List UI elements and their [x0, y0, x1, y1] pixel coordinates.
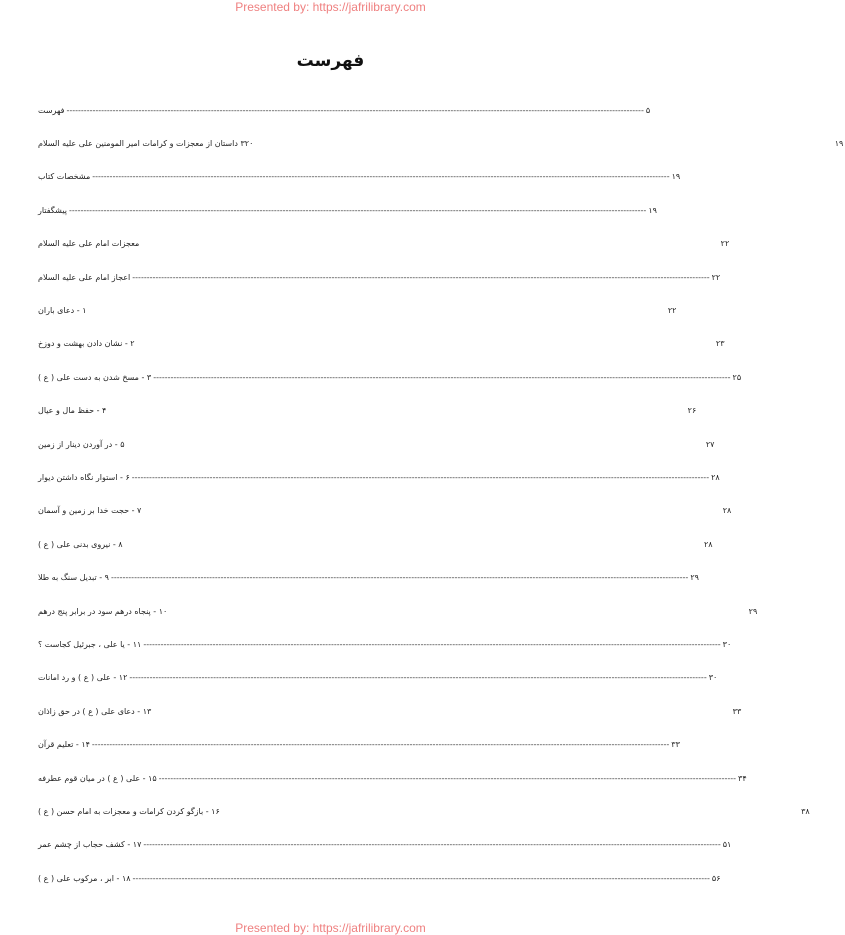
- toc-entry-label: ۱۷ - کشف حجاب از چشم عمر: [38, 840, 142, 850]
- toc-entry-page-number: ۵۶: [711, 873, 721, 883]
- toc-entry-page-number: ۲۸: [711, 472, 720, 482]
- toc-entry[interactable]: [38, 461, 720, 494]
- toc-entry[interactable]: [38, 695, 742, 728]
- toc-dot-leader: --------------------------------------------------------------------------------------------------------------------------------------------------------------------------------------------------------: [68, 205, 647, 215]
- watermark-bottom[interactable]: Presented by: https://jafrilibrary.com: [235, 921, 426, 935]
- toc-entry[interactable]: [38, 495, 732, 528]
- toc-entry-label: ۱۸ - ابر ، مرکوب علی ( ع ): [38, 873, 131, 883]
- toc-entry[interactable]: [38, 194, 657, 227]
- toc-entry-label: ۹ - تبدیل سنگ به طلا: [38, 573, 109, 583]
- toc-entry[interactable]: [38, 662, 718, 695]
- toc-entry[interactable]: [38, 361, 742, 394]
- toc-dot-leader: --------------------------------------------------------------------------------------------------------------------------------------------------------------------------------------------------------: [132, 272, 710, 282]
- toc-entry-page-number: ۲۹: [748, 606, 758, 616]
- toc-entry-page-number: ۳۳: [732, 706, 742, 716]
- toc-dot-leader: --------------------------------------------------------------------------------------------------------------------------------------------------------------------------------------------------------: [143, 639, 721, 649]
- toc-entry-label: مشخصات کتاب: [38, 172, 91, 182]
- toc-entry[interactable]: [38, 94, 651, 127]
- toc-entry-page-number: ۲۲: [667, 306, 677, 316]
- toc-entry-page-number: ۳۰: [708, 673, 718, 683]
- toc-entry-page-number: ۲۳: [715, 339, 725, 349]
- toc-dot-leader: --------------------------------------------------------------------------------------------------------------------------------------------------------------------------------------------------------: [110, 573, 689, 583]
- toc-entry-label: اعجاز امام علی علیه السلام: [38, 272, 131, 282]
- toc-entry[interactable]: [38, 528, 713, 561]
- toc-dot-leader: --------------------------------------------------------------------------------------------------------------------------------------------------------------------------------------------------------: [158, 773, 737, 783]
- toc-entry[interactable]: [38, 428, 715, 461]
- toc-dot-leader: --------------------------------------------------------------------------------------------------------------------------------------------------------------------------------------------------------: [92, 172, 670, 182]
- toc-entry[interactable]: [38, 127, 844, 160]
- toc-dot-leader: --------------------------------------------------------------------------------------------------------------------------------------------------------------------------------------------------------: [66, 105, 644, 115]
- toc-entry-label: ۱۰ - پنجاه درهم سود در برابر پنج درهم: [38, 606, 168, 616]
- toc-entry-label: ۴ - حفظ مال و عیال: [38, 406, 107, 416]
- toc-entry-label: ۵ - در آوردن دینار از زمین: [38, 439, 125, 449]
- toc-entry[interactable]: [38, 161, 681, 194]
- toc-entry-label: ۷ - حجت خدا بر زمین و آسمان: [38, 506, 142, 516]
- table-of-contents: [38, 94, 844, 895]
- toc-entry-page-number: ۳۴: [738, 773, 747, 783]
- toc-entry-page-number: ۵: [645, 105, 651, 115]
- toc-entry-page-number: ۲۷: [705, 439, 715, 449]
- toc-entry-label: فهرست: [38, 105, 65, 115]
- toc-entry-label: ۳۲۰ داستان از معجزات و کرامات امیر المومنین علی علیه السلام: [38, 139, 254, 149]
- toc-entry-page-number: ۱۹: [834, 139, 844, 149]
- toc-entry[interactable]: [38, 595, 758, 628]
- toc-entry-page-number: ۲۲: [720, 239, 730, 249]
- toc-dot-leader: --------------------------------------------------------------------------------------------------------------------------------------------------------------------------------------------------------: [129, 673, 707, 683]
- toc-entry[interactable]: [38, 628, 732, 661]
- toc-entry-label: ۳ - مسخ شدن به دست علی ( ع ): [38, 372, 152, 382]
- toc-entry-label: ۱۳ - دعای علی ( ع ) در حق زاذان: [38, 706, 152, 716]
- toc-entry[interactable]: [38, 395, 697, 428]
- toc-entry-label: ۱۶ - بازگو کردن کرامات و معجزات به امام حسن ( ع ): [38, 806, 220, 816]
- toc-entry[interactable]: [38, 795, 810, 828]
- toc-entry-page-number: ۲۵: [732, 372, 742, 382]
- toc-entry[interactable]: [38, 328, 725, 361]
- toc-entry-label: ۱ - دعای باران: [38, 306, 87, 316]
- toc-entry-page-number: ۲۶: [687, 406, 697, 416]
- toc-entry[interactable]: [38, 762, 747, 795]
- toc-entry-label: ۱۵ - علی ( ع ) در میان قوم عطرفه: [38, 773, 157, 783]
- toc-entry-label: ۸ - نیروی بدنی علی ( ع ): [38, 539, 123, 549]
- toc-entry-label: ۱۱ - یا علی ، جبرئیل کجاست ؟: [38, 639, 142, 649]
- toc-entry-page-number: ۵۱: [722, 840, 732, 850]
- toc-entry-page-number: ۲۸: [703, 539, 713, 549]
- toc-dot-leader: --------------------------------------------------------------------------------------------------------------------------------------------------------------------------------------------------------: [132, 873, 710, 883]
- toc-entry-label: پیشگفتار: [38, 205, 67, 215]
- toc-entry-page-number: ۲۹: [690, 573, 699, 583]
- toc-dot-leader: --------------------------------------------------------------------------------------------------------------------------------------------------------------------------------------------------------: [153, 372, 731, 382]
- toc-entry-label: ۱۴ - تعلیم قرآن: [38, 740, 90, 750]
- toc-entry[interactable]: [38, 829, 732, 862]
- toc-entry-page-number: ۲۸: [722, 506, 732, 516]
- toc-entry[interactable]: [38, 294, 677, 327]
- toc-entry-page-number: ۲۲: [711, 272, 721, 282]
- toc-entry-label: ۲ - نشان دادن بهشت و دوزخ: [38, 339, 135, 349]
- toc-dot-leader: --------------------------------------------------------------------------------------------------------------------------------------------------------------------------------------------------------: [143, 840, 721, 850]
- toc-entry[interactable]: [38, 862, 721, 895]
- toc-entry-label: معجزات امام علی علیه السلام: [38, 239, 140, 249]
- toc-entry[interactable]: [38, 261, 721, 294]
- toc-dot-leader: --------------------------------------------------------------------------------------------------------------------------------------------------------------------------------------------------------: [131, 472, 710, 482]
- toc-entry-page-number: ۳۸: [801, 806, 810, 816]
- toc-entry-page-number: ۳۳: [671, 740, 680, 750]
- toc-entry[interactable]: [38, 228, 730, 261]
- toc-dot-leader: --------------------------------------------------------------------------------------------------------------------------------------------------------------------------------------------------------: [91, 740, 670, 750]
- toc-entry-page-number: ۱۹: [648, 205, 657, 215]
- toc-entry-label: ۱۲ - علی ( ع ) و رد امانات: [38, 673, 128, 683]
- watermark-top[interactable]: Presented by: https://jafrilibrary.com: [235, 0, 426, 14]
- page-title: فهرست: [296, 51, 365, 71]
- toc-entry-page-number: ۱۹: [671, 172, 681, 182]
- toc-entry[interactable]: [38, 728, 680, 761]
- toc-entry-label: ۶ - استوار نگاه داشتن دیوار: [38, 472, 130, 482]
- toc-entry[interactable]: [38, 561, 699, 594]
- toc-entry-page-number: ۳۰: [722, 639, 732, 649]
